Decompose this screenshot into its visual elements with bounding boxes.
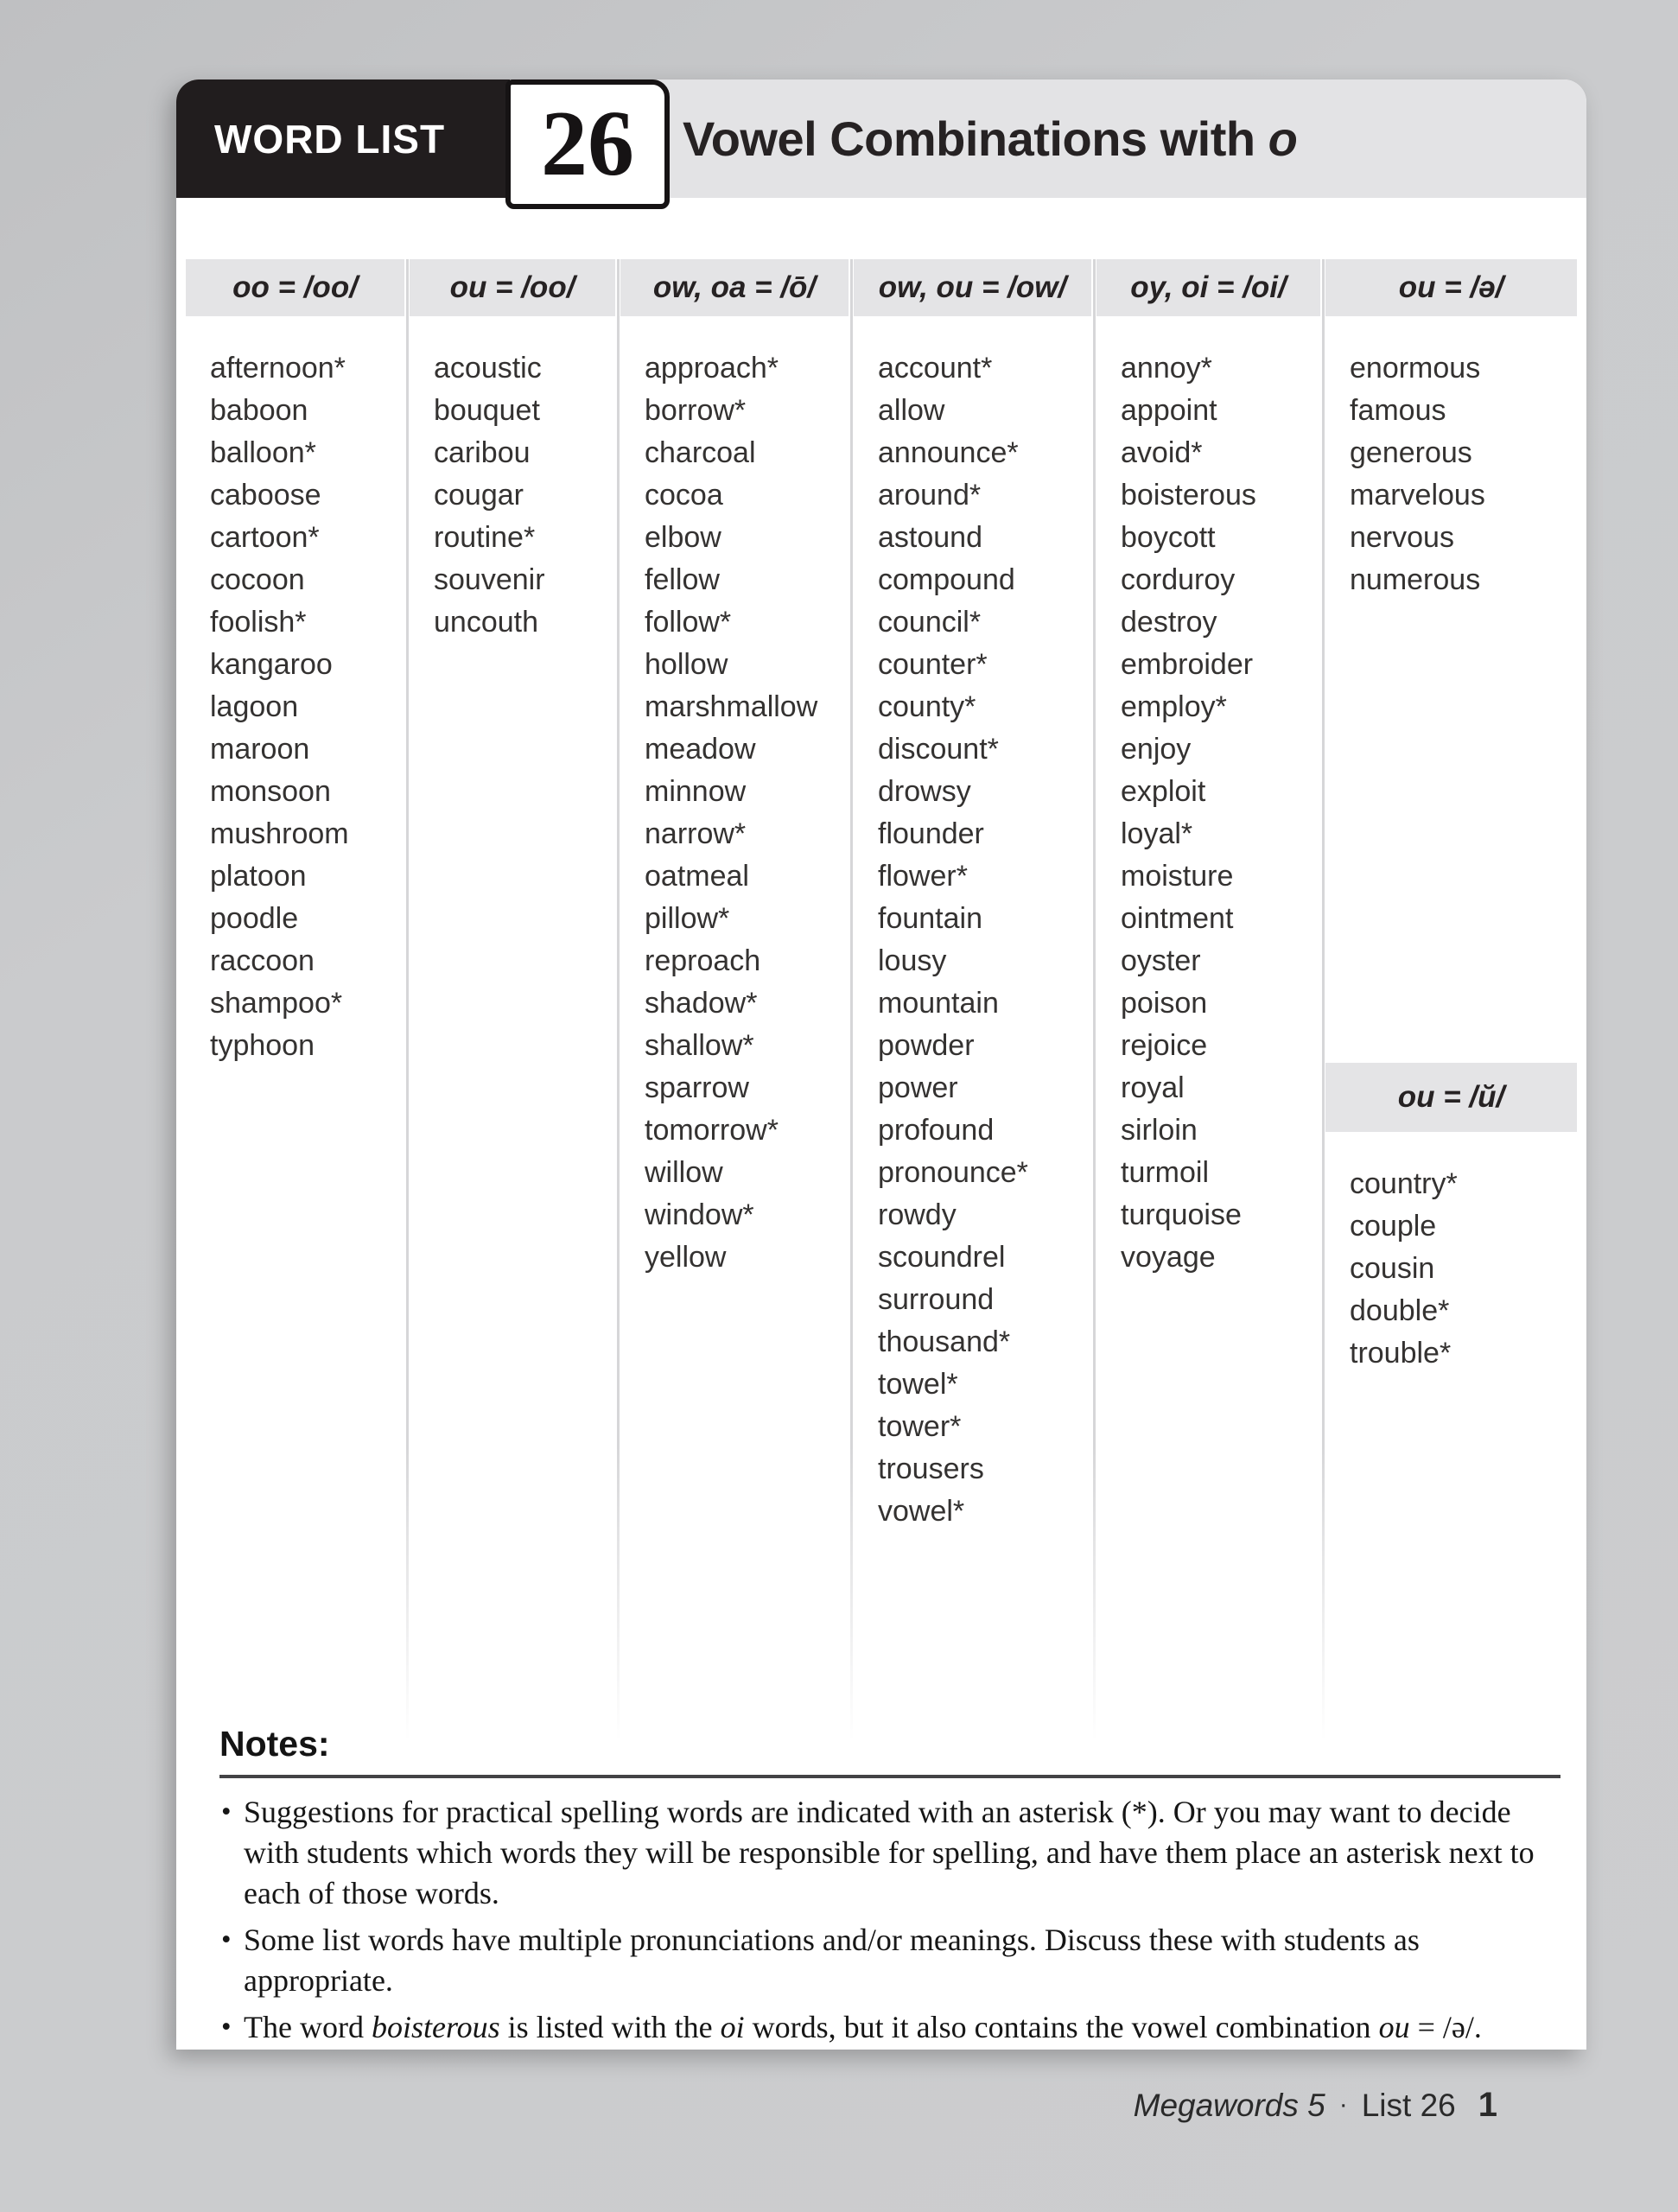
word-item: moisture (1121, 860, 1234, 893)
word-item: oyster (1121, 944, 1201, 977)
title-bar (510, 79, 1586, 198)
page-footer (1134, 2086, 1497, 2125)
note-text: = /ə/. (1409, 2010, 1482, 2044)
word-item: platoon (210, 860, 307, 893)
word-item: embroider (1121, 648, 1254, 681)
word-item: narrow* (645, 817, 747, 850)
note-text: is listed with the (499, 2010, 721, 2044)
footer-list-label: List 26 (1361, 2088, 1456, 2123)
word-item: famous (1350, 394, 1446, 427)
column-divider (406, 259, 409, 1741)
word-item: allow (878, 394, 945, 427)
word-item: couple (1350, 1210, 1437, 1243)
word-column (186, 259, 404, 1067)
word-item: souvenir (434, 563, 545, 596)
word-item: willow (645, 1156, 723, 1189)
word-column (410, 259, 615, 644)
word-item: cougar (434, 479, 524, 512)
page-title (683, 111, 1297, 167)
word-item: acoustic (434, 352, 542, 385)
word-item: discount* (878, 733, 999, 766)
word-list (854, 347, 1091, 1533)
word-item: power (878, 1071, 958, 1104)
list-number-box (505, 79, 670, 209)
word-item: balloon* (210, 436, 316, 469)
word-item: typhoon (210, 1029, 315, 1062)
word-item: counter* (878, 648, 988, 681)
word-item: ointment (1121, 902, 1234, 935)
word-item: thousand* (878, 1325, 1011, 1358)
word-item: caboose (210, 479, 321, 512)
word-item: marshmallow (645, 690, 818, 723)
word-item: announce* (878, 436, 1019, 469)
word-item: fellow (645, 563, 720, 596)
word-item: pillow* (645, 902, 730, 935)
word-item: hollow (645, 648, 728, 681)
word-item: corduroy (1121, 563, 1236, 596)
word-item: meadow (645, 733, 756, 766)
word-list (410, 347, 615, 644)
word-item: elbow (645, 521, 721, 554)
word-item: pronounce* (878, 1156, 1028, 1189)
word-item: maroon (210, 733, 310, 766)
column-header: ou = /oo/ (410, 259, 615, 316)
word-item: county* (878, 690, 976, 723)
word-item: astound (878, 521, 982, 554)
word-item: minnow (645, 775, 747, 808)
note-bullet (219, 1792, 1560, 1914)
word-list-label: WORD LIST (214, 116, 446, 162)
note-text-italic: oi (720, 2010, 745, 2044)
word-item: generous (1350, 436, 1472, 469)
word-item: uncouth (434, 606, 538, 639)
word-item: raccoon (210, 944, 315, 977)
word-item: sparrow (645, 1071, 749, 1104)
word-item: kangaroo (210, 648, 333, 681)
word-item: surround (878, 1283, 995, 1316)
word-item: window* (645, 1198, 754, 1231)
word-item: tomorrow* (645, 1114, 779, 1147)
word-item: employ* (1121, 690, 1227, 723)
notes-divider (219, 1775, 1560, 1778)
word-item: lousy (878, 944, 947, 977)
word-item: numerous (1350, 563, 1481, 596)
column-header: ow, ou = /ow/ (854, 259, 1091, 316)
word-item: trousers (878, 1452, 984, 1485)
word-item: mushroom (210, 817, 349, 850)
note-bullet (219, 1920, 1560, 2001)
word-item: powder (878, 1029, 975, 1062)
note-text: Some list words have multiple pronunciations and/or meanings. Discuss these with students as appropriate. (244, 1923, 1420, 1998)
word-item: shampoo* (210, 987, 343, 1020)
word-item: vowel* (878, 1495, 965, 1528)
word-item: flounder (878, 817, 984, 850)
word-item: monsoon (210, 775, 331, 808)
word-item: scoundrel (878, 1241, 1006, 1274)
word-item: voyage (1121, 1241, 1216, 1274)
word-item: follow* (645, 606, 732, 639)
list-number: 26 (541, 92, 634, 195)
column-header: oo = /oo/ (186, 259, 404, 316)
word-item: loyal* (1121, 817, 1193, 850)
notes-section (219, 1724, 1560, 2054)
worksheet-page (176, 79, 1586, 2050)
word-item: avoid* (1121, 436, 1203, 469)
word-item: towel* (878, 1368, 958, 1401)
notes-title: Notes: (219, 1724, 330, 1764)
sub-word-list (1350, 1163, 1458, 1375)
word-item: around* (878, 479, 982, 512)
word-item: cocoon (210, 563, 305, 596)
word-list (186, 347, 404, 1067)
word-item: caribou (434, 436, 531, 469)
column-header: ou = /ə/ (1325, 259, 1577, 316)
word-item: enormous (1350, 352, 1481, 385)
word-item: bouquet (434, 394, 540, 427)
word-item: country* (1350, 1167, 1458, 1200)
footer-book-title: Megawords 5 (1133, 2088, 1325, 2123)
word-item: account* (878, 352, 993, 385)
note-text: The word (244, 2010, 372, 2044)
word-item: turquoise (1121, 1198, 1242, 1231)
word-item: boycott (1121, 521, 1216, 554)
column-divider (850, 259, 853, 1741)
word-item: borrow* (645, 394, 747, 427)
word-item: poison (1121, 987, 1208, 1020)
word-item: lagoon (210, 690, 299, 723)
word-item: marvelous (1350, 479, 1485, 512)
word-item: royal (1121, 1071, 1185, 1104)
word-column (1096, 259, 1320, 1279)
footer-page-number: 1 (1478, 2086, 1497, 2124)
word-item: oatmeal (645, 860, 749, 893)
word-list (620, 347, 849, 1279)
word-item: appoint (1121, 394, 1217, 427)
page-title-main: Vowel Combinations with (683, 111, 1268, 166)
word-item: baboon (210, 394, 308, 427)
word-item: fountain (878, 902, 982, 935)
word-item: shallow* (645, 1029, 754, 1062)
word-item: sirloin (1121, 1114, 1198, 1147)
word-item: drowsy (878, 775, 971, 808)
word-item: shadow* (645, 987, 758, 1020)
word-list (1325, 347, 1577, 601)
word-item: tower* (878, 1410, 962, 1443)
word-list (1096, 347, 1320, 1279)
word-item: enjoy (1121, 733, 1192, 766)
word-item: annoy* (1121, 352, 1212, 385)
column-divider (1322, 259, 1325, 1741)
word-item: afternoon* (210, 352, 346, 385)
word-item: approach* (645, 352, 779, 385)
word-item: routine* (434, 521, 536, 554)
note-text: Suggestions for practical spelling words are indicated with an asterisk (*). Or you may want to decide with students which words they will be responsible for spelling, and have them place an asterisk next to each of those words. (244, 1795, 1535, 1910)
column-header: oy, oi = /oi/ (1096, 259, 1320, 316)
word-item: profound (878, 1114, 995, 1147)
word-item: cousin (1350, 1252, 1435, 1285)
word-item: foolish* (210, 606, 307, 639)
note-text: words, but it also contains the vowel combination (744, 2010, 1379, 2044)
word-item: charcoal (645, 436, 756, 469)
footer-separator: · (1338, 2090, 1348, 2119)
word-item: yellow (645, 1241, 727, 1274)
column-divider (1093, 259, 1096, 1741)
word-column (620, 259, 849, 1279)
word-item: rejoice (1121, 1029, 1208, 1062)
word-item: double* (1350, 1294, 1450, 1327)
word-item: cartoon* (210, 521, 320, 554)
word-item: nervous (1350, 521, 1454, 554)
note-text-italic: boisterous (371, 2010, 500, 2044)
word-item: trouble* (1350, 1337, 1452, 1370)
word-item: boisterous (1121, 479, 1256, 512)
column-divider (617, 259, 620, 1741)
word-item: poodle (210, 902, 299, 935)
notes-list (219, 1792, 1560, 2048)
word-item: reproach (645, 944, 761, 977)
column-header: ow, oa = /ō/ (620, 259, 849, 316)
page-title-o: o (1268, 111, 1298, 166)
word-item: cocoa (645, 479, 723, 512)
sub-column-header: ou = /ŭ/ (1325, 1063, 1577, 1132)
word-item: exploit (1121, 775, 1206, 808)
word-item: destroy (1121, 606, 1217, 639)
word-item: mountain (878, 987, 999, 1020)
word-item: compound (878, 563, 1015, 596)
word-item: council* (878, 606, 982, 639)
word-item: rowdy (878, 1198, 957, 1231)
word-item: turmoil (1121, 1156, 1210, 1189)
word-list-banner (176, 79, 510, 198)
word-item: flower* (878, 860, 968, 893)
word-column (854, 259, 1091, 1533)
word-column (1325, 259, 1577, 1370)
note-bullet (219, 2007, 1560, 2048)
note-text-italic: ou (1378, 2010, 1410, 2044)
